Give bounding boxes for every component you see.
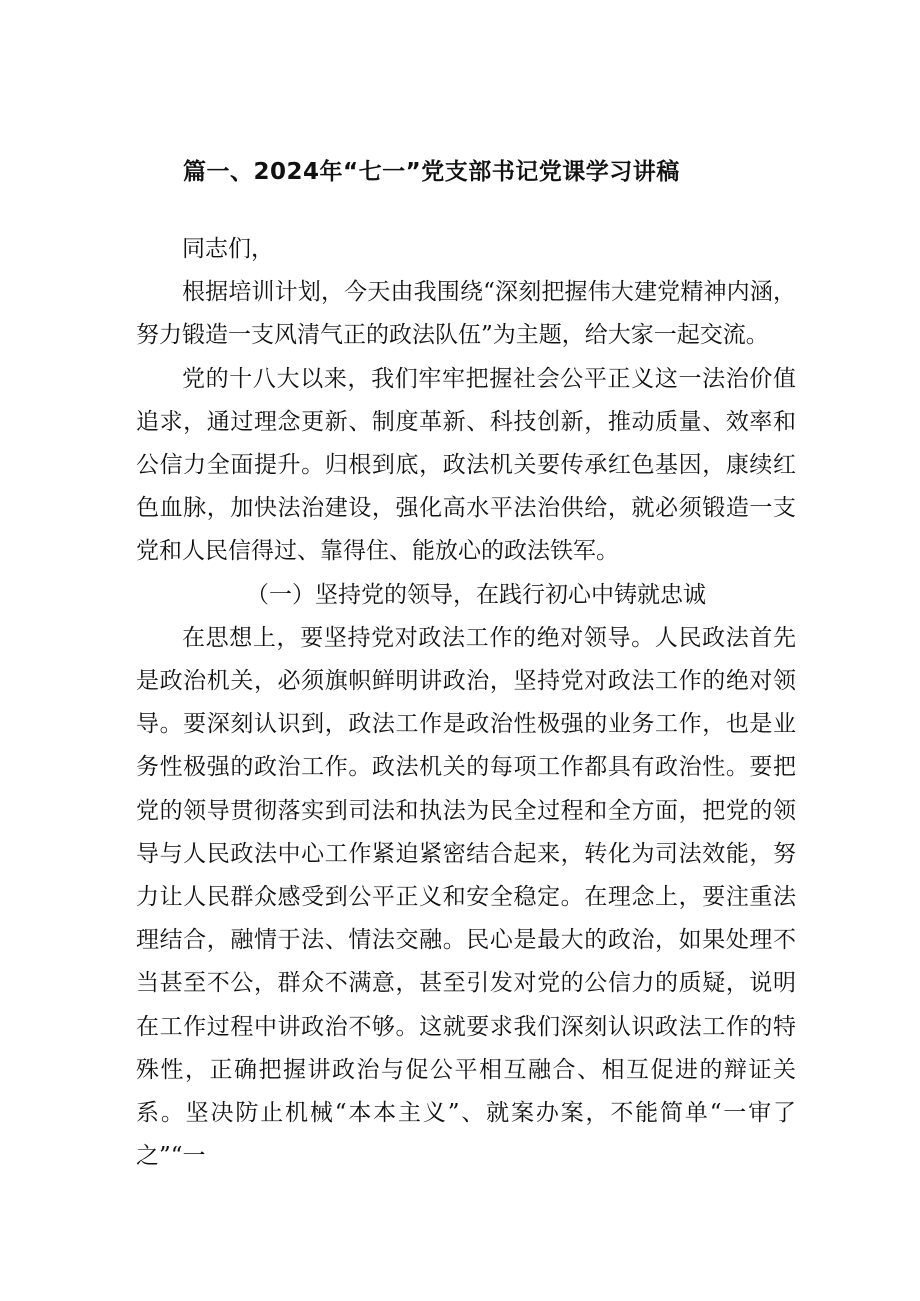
paragraph-intro: 根据培训计划，今天由我围绕“深刻把握伟大建党精神内涵，努力锻造一支风清气正的政法队伍”为主题，给大家一起交流。: [136, 279, 796, 349]
paragraph-background: 党的十八大以来，我们牢牢把握社会公平正义这一法治价值追求，通过理念更新、制度革新、科技创新，推动质量、效率和公信力全面提升。归根到底，政法机关要传承红色基因，康续红色血脉，加快法治建设，强化高水平法治供给，就必须锻造一支党和人民信得过、靠得住、能放心的政法铁军。: [136, 365, 796, 565]
document-body: [136, 228, 796, 1178]
paragraph-section-one: 在思想上，要坚持党对政法工作的绝对领导。人民政法首先是政治机关，必须旗帜鲜明讲政治，坚持党对政法工作的绝对领导。要深刻认识到，政法工作是政治性极强的业务工作，也是业务性极强的政治工作。政法机关的每项工作都具有政治性。要把党的领导贯彻落实到司法和执法为民全过程和全方面，把党的领导与人民政法中心工作紧迫紧密结合起来，转化为司法效能，努力让人民群众感受到公平正义和安全稳定。在理念上，要注重法理结合，融情于法、情法交融。民心是最大的政治，如果处理不当甚至不公，群众不满意，甚至引发对党的公信力的质疑，说明在工作过程中讲政治不够。这就要求我们深刻认识政法工作的特殊性，正确把握讲政治与促公平相互融合、相互促进的辩证关系。坚决防止机械“本本主义”、就案办案，不能简单“一审了之”“一: [136, 624, 796, 1170]
salutation: 同志们，: [182, 236, 274, 262]
section-heading: （一）坚持党的领导，在践行初心中铸就忠诚: [246, 581, 706, 608]
document-title: 篇一、2024年“七一”党支部书记党课学习讲稿: [183, 159, 680, 185]
